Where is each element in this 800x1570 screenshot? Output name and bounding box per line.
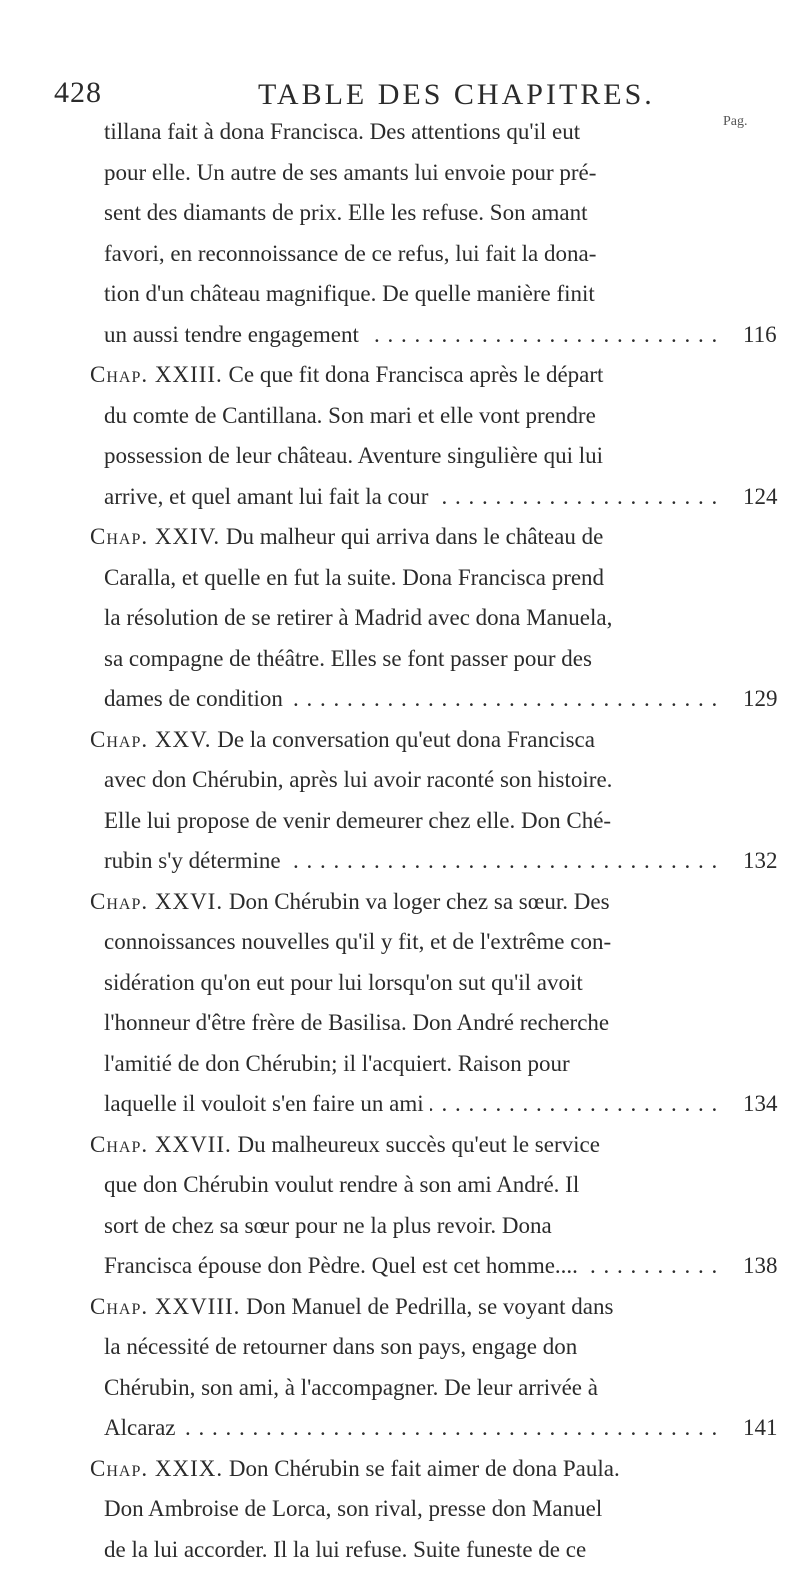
toc-line — [104, 193, 724, 233]
chapter-label: Chap. XXV. — [90, 726, 212, 752]
toc-line — [90, 1449, 710, 1489]
toc-line — [104, 1044, 724, 1084]
page-number: 428 — [54, 76, 102, 109]
toc-line-text: Don Manuel de Pedrilla, se voyant dans — [246, 1293, 614, 1319]
toc-line — [104, 436, 724, 476]
toc-line-text: l'amitié de don Chérubin; il l'acquiert. Raison pour — [104, 1050, 570, 1076]
toc-line-text: la résolution de se retirer à Madrid avec dona Manuela, — [104, 605, 613, 630]
toc-line — [104, 1530, 724, 1570]
toc-line — [104, 801, 724, 841]
toc-line — [104, 679, 724, 719]
toc-line — [90, 882, 710, 922]
toc-line-text: un aussi tendre engagement — [104, 322, 365, 347]
toc-line-text: sidération qu'on eut pour lui lorsqu'on sut qu'il avoit — [104, 969, 583, 995]
toc-line — [90, 720, 710, 760]
toc-line-text: l'honneur d'être frère de Basilisa. Don André recherche — [104, 1010, 610, 1035]
toc-line-text: Chérubin, son ami, à l'accompagner. De leur arrivée à — [104, 1374, 598, 1400]
page-reference: 116 — [743, 321, 777, 347]
toc-line-text: Du malheur qui arriva dans le château de — [225, 524, 604, 549]
toc-line — [104, 315, 724, 355]
toc-line-text: Alcaraz — [104, 1415, 182, 1440]
page-reference: 132 — [743, 848, 778, 873]
toc-line — [90, 1287, 710, 1327]
toc-line-text: arrive, et quel amant lui fait la cour — [104, 484, 434, 509]
toc-line-text: que don Chérubin voulut rendre à son ami André. Il — [104, 1172, 580, 1197]
chapter-label: Chap. XXIV. — [90, 524, 221, 549]
toc-line-text: sent des diamants de prix. Elle les refuse. Son amant — [104, 200, 588, 225]
toc-line — [104, 153, 724, 193]
toc-line — [104, 598, 724, 638]
toc-line — [90, 517, 710, 557]
chapter-label: Chap. XXVII. — [90, 1131, 232, 1157]
toc-line-text: de la lui accorder. Il la lui refuse. Suite funeste de ce — [104, 1536, 587, 1562]
page-reference: 124 — [743, 483, 778, 509]
toc-line-text: Du malheureux succès qu'eut le service — [237, 1131, 600, 1157]
toc-line-text: tion d'un château magnifique. De quelle manière finit — [104, 281, 595, 306]
running-title: TABLE DES CHAPITRES. — [258, 78, 655, 111]
toc-line — [104, 1246, 724, 1286]
page-reference: 134 — [743, 1091, 778, 1116]
toc-line-text: pour elle. Un autre de ses amants lui envoie pour pré- — [104, 159, 597, 185]
toc-line-text: possession de leur château. Aventure singulière qui lui — [104, 443, 604, 468]
toc-line — [104, 274, 724, 314]
toc-line — [104, 760, 724, 800]
toc-line-text: tillana fait à dona Francisca. Des attentions qu'il eut — [104, 119, 581, 144]
page-reference: 141 — [743, 1415, 778, 1440]
toc-line-text: Elle lui propose de venir demeurer chez elle. Don Ché- — [104, 807, 612, 833]
toc-line — [90, 1125, 710, 1165]
toc-line — [104, 963, 724, 1003]
toc-line-text: Francisca épouse don Pèdre. Quel est cet homme.... — [104, 1253, 584, 1278]
toc-line — [104, 1206, 724, 1246]
toc-line-text: De la conversation qu'eut dona Francisca — [217, 726, 595, 752]
toc-line — [90, 355, 710, 395]
toc-line — [104, 112, 724, 152]
toc-line-text: Caralla, et quelle en fut la suite. Dona Francisca prend — [104, 564, 605, 590]
toc-line — [104, 639, 724, 679]
toc-line — [104, 1084, 724, 1124]
toc-line-text: Don Chérubin se fait aimer de dona Paula. — [228, 1455, 620, 1481]
toc-line — [104, 922, 724, 962]
toc-line — [104, 1408, 724, 1448]
toc-line-text: Ce que fit dona Francisca après le départ — [228, 362, 604, 387]
toc-line — [104, 477, 724, 517]
toc-line — [104, 558, 724, 598]
toc-line — [104, 1489, 724, 1529]
page-reference: 138 — [743, 1253, 778, 1278]
toc-line — [104, 1327, 724, 1367]
chapter-label: Chap. XXIII. — [90, 362, 223, 387]
chapter-label: Chap. XXVIII. — [90, 1293, 241, 1319]
chapter-label: Chap. XXVI. — [90, 888, 224, 914]
pag-label: Pag. — [723, 114, 748, 129]
toc-line-text: sa compagne de théâtre. Elles se font passer pour des — [104, 645, 592, 671]
toc-line-text: la nécessité de retourner dans son pays, engage don — [104, 1334, 578, 1359]
toc-line-text: laquelle il vouloit s'en faire un ami — [104, 1091, 430, 1116]
toc-line-text: favori, en reconnoissance de ce refus, lui fait la dona- — [104, 240, 597, 266]
toc-line — [104, 841, 724, 881]
toc-line-text: dames de condition — [104, 686, 289, 711]
page-header — [0, 76, 800, 129]
toc-line — [104, 1165, 724, 1205]
toc-line-text: Don Chérubin va loger chez sa sœur. Des — [228, 888, 610, 914]
toc-line-text: sort de chez sa sœur pour ne la plus revoir. Dona — [104, 1212, 552, 1238]
toc-line — [104, 1368, 724, 1408]
toc-line-text: rubin s'y détermine — [104, 848, 287, 873]
toc-line — [104, 396, 724, 436]
toc-line — [104, 1003, 724, 1043]
toc-line-text: du comte de Cantillana. Son mari et elle vont prendre — [104, 402, 596, 428]
page-reference: 129 — [743, 686, 778, 711]
chapter-label: Chap. XXIX. — [90, 1455, 224, 1481]
toc-line — [104, 234, 724, 274]
toc-line-text: connoissances nouvelles qu'il y fit, et de l'extrême con- — [104, 929, 612, 954]
toc-line-text: avec don Chérubin, après lui avoir raconté son histoire. — [104, 767, 613, 792]
toc-line-text: Don Ambroise de Lorca, son rival, presse don Manuel — [104, 1496, 603, 1521]
